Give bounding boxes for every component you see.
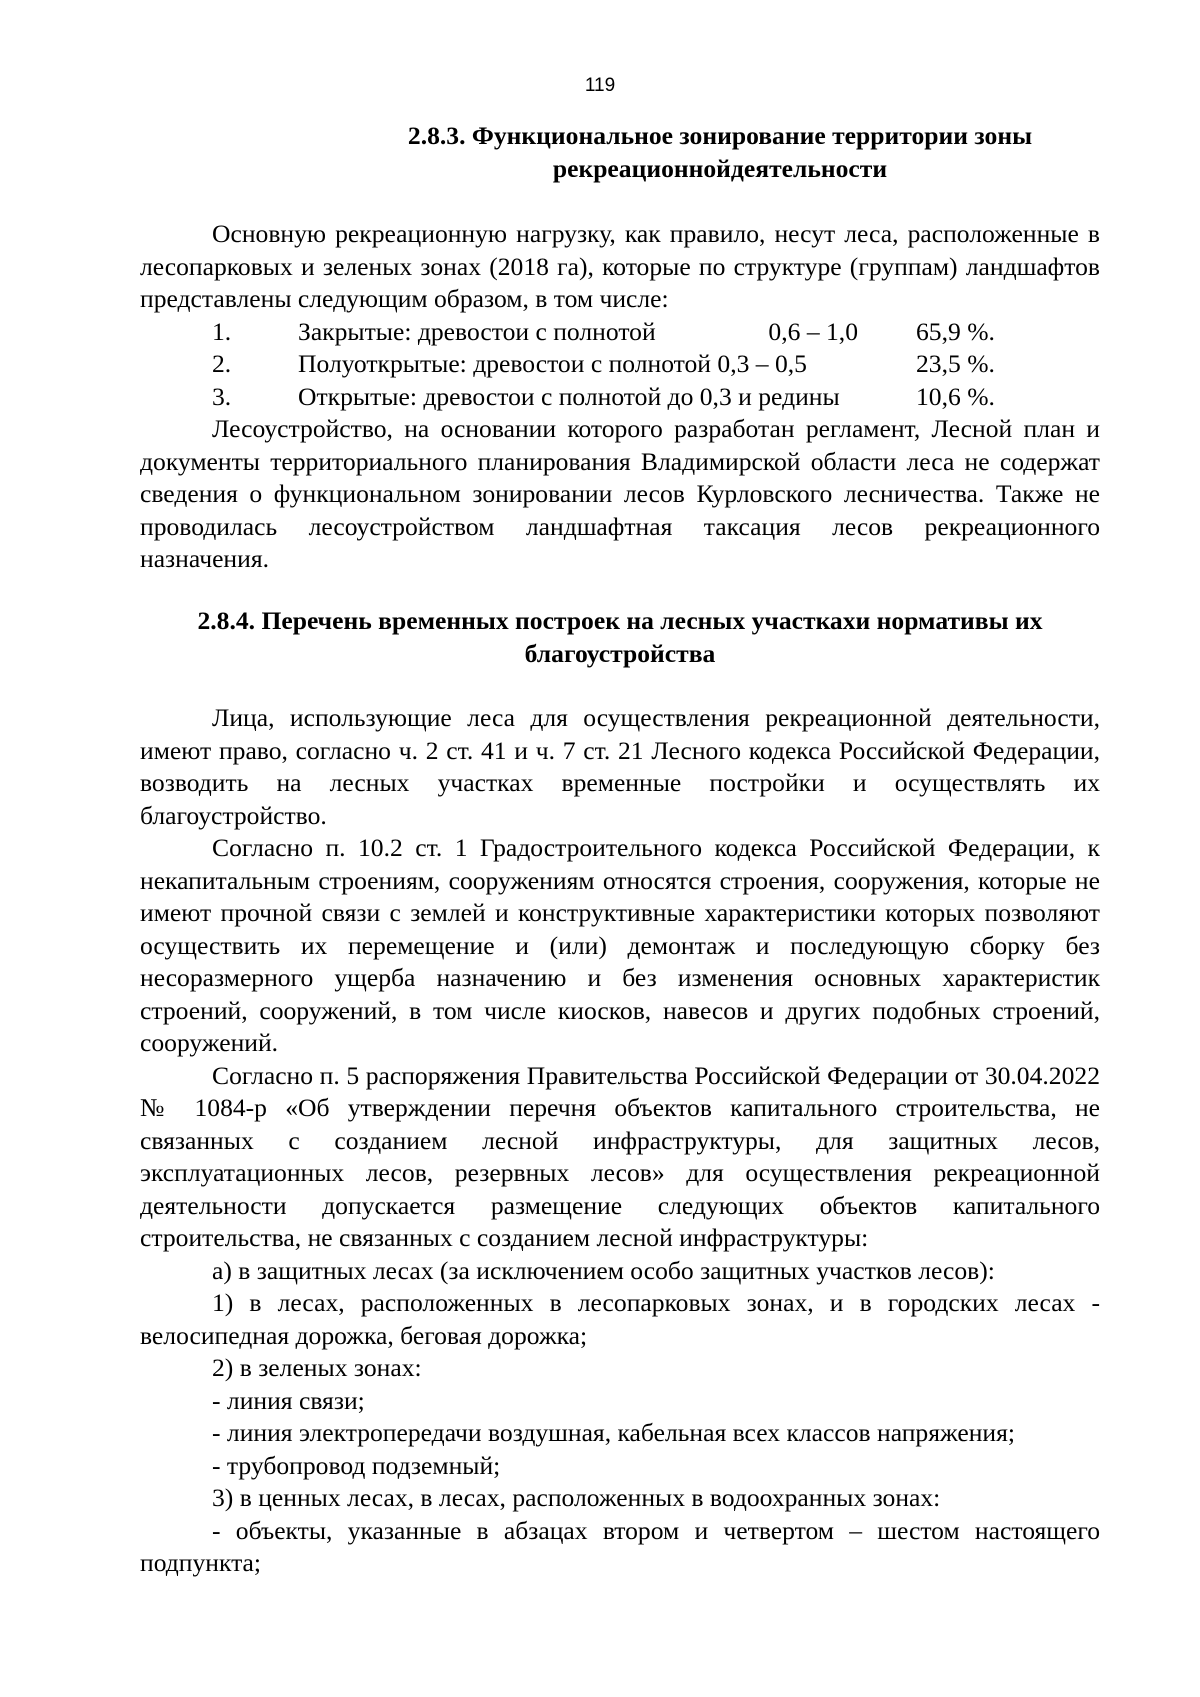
list-text: Полуоткрытые: древостои с полнотой 0,3 – 0,5: [298, 349, 807, 378]
list-line: - трубопровод подземный;: [212, 1450, 501, 1480]
page-number: 119: [584, 75, 616, 96]
list-line: а) в защитных лесах (за исключением особо защитных участков лесов):: [212, 1255, 995, 1285]
section-heading-2-8-4: [140, 605, 1100, 670]
list-percent: 10,6 %.: [916, 381, 995, 411]
paragraph: Лесоустройство, на основании которого разработан регламент, Лесной план и документы территориального планирования Владимирской области леса не содержат сведения о функциональном зонировании лесов Курловского лесничества. Также не проводилась лесоустройством ландшафтная таксация лесов рекреационного назначения.: [140, 414, 1100, 573]
section-body-2-8-3: [140, 218, 1100, 576]
list-item: [140, 316, 1100, 349]
list-line: 3) в ценных лесах, в лесах, расположенных в водоохранных зонах:: [212, 1483, 941, 1512]
list-percent: 23,5 %.: [916, 349, 995, 378]
list-line: 1) в лесах, расположенных в лесопарковых зонах, и в городских лесах - велосипедная дорожка, беговая дорожка;: [140, 1288, 1100, 1350]
paragraph: Согласно п. 5 распоряжения Правительства Российской Федерации от 30.04.2022 № 1084-р «Об утверждении перечня объектов капитального строительства, не связанных с созданием лесной инфраструктуры, для защитных лесов, эксплуатационных лесов, резервных лесов» для осуществления рекреационной деятельности допускается размещение следующих объектов капитального строительства, не связанных с созданием лесной инфраструктуры:: [140, 1060, 1100, 1252]
paragraph: Согласно п. 10.2 ст. 1 Градостроительного кодекса Российской Федерации, к некапитальным строениям, сооружениям относятся строения, сооружения, которые не имеют прочной связи с землей и конструктивные характеристики которых позволяют осуществить их перемещение и (или) демонтаж и последующую сборку без несоразмерного ущерба назначению и без изменения основных характеристик строений, сооружений, в том числе киосков, навесов и других подобных строений, сооружений.: [140, 833, 1100, 1057]
heading-line: 2.8.3. Функциональное зонирование территории зоны: [407, 121, 1033, 150]
section-body-2-8-4: [140, 702, 1100, 1580]
list-text: Открытые: древостои с полнотой до 0,3 и редины: [298, 381, 840, 411]
list-item: [140, 381, 1100, 414]
paragraph: Основную рекреационную нагрузку, как правило, несут леса, расположенные в лесопарковых и зеленых зонах (2018 га), которые по структуре (группам) ландшафтов представлены следующим образом, в том числе:: [140, 219, 1100, 313]
list-line: 2) в зеленых зонах:: [212, 1353, 422, 1382]
paragraph: Лица, использующие леса для осуществления рекреационной деятельности, имеют право, согласно ч. 2 ст. 41 и ч. 7 ст. 21 Лесного кодекса Российской Федерации, возводить на лесных участках временные постройки и осуществлять их благоустройство.: [140, 703, 1100, 830]
list-line: - линия связи;: [212, 1385, 365, 1415]
list-range: 0,6 – 1,0: [768, 316, 858, 346]
list-text: Закрытые: древостои с полнотой: [298, 316, 656, 346]
list-line: - линия электропередачи воздушная, кабельная всех классов напряжения;: [212, 1418, 1015, 1447]
list-number: 1.: [212, 316, 232, 346]
list-number: 2.: [212, 349, 232, 378]
list-line: - объекты, указанные в абзацах втором и четвертом – шестом настоящего подпункта;: [140, 1515, 1100, 1577]
list-number: 3.: [212, 381, 232, 411]
heading-line: благоустройства: [524, 638, 716, 668]
heading-line: рекреационнойдеятельности: [552, 153, 888, 183]
list-percent: 65,9 %.: [916, 316, 995, 346]
heading-line: 2.8.4. Перечень временных построек на лесных участкахи нормативы их: [197, 606, 1043, 635]
section-heading-2-8-3: [320, 120, 1120, 185]
list-item: [140, 348, 1100, 381]
